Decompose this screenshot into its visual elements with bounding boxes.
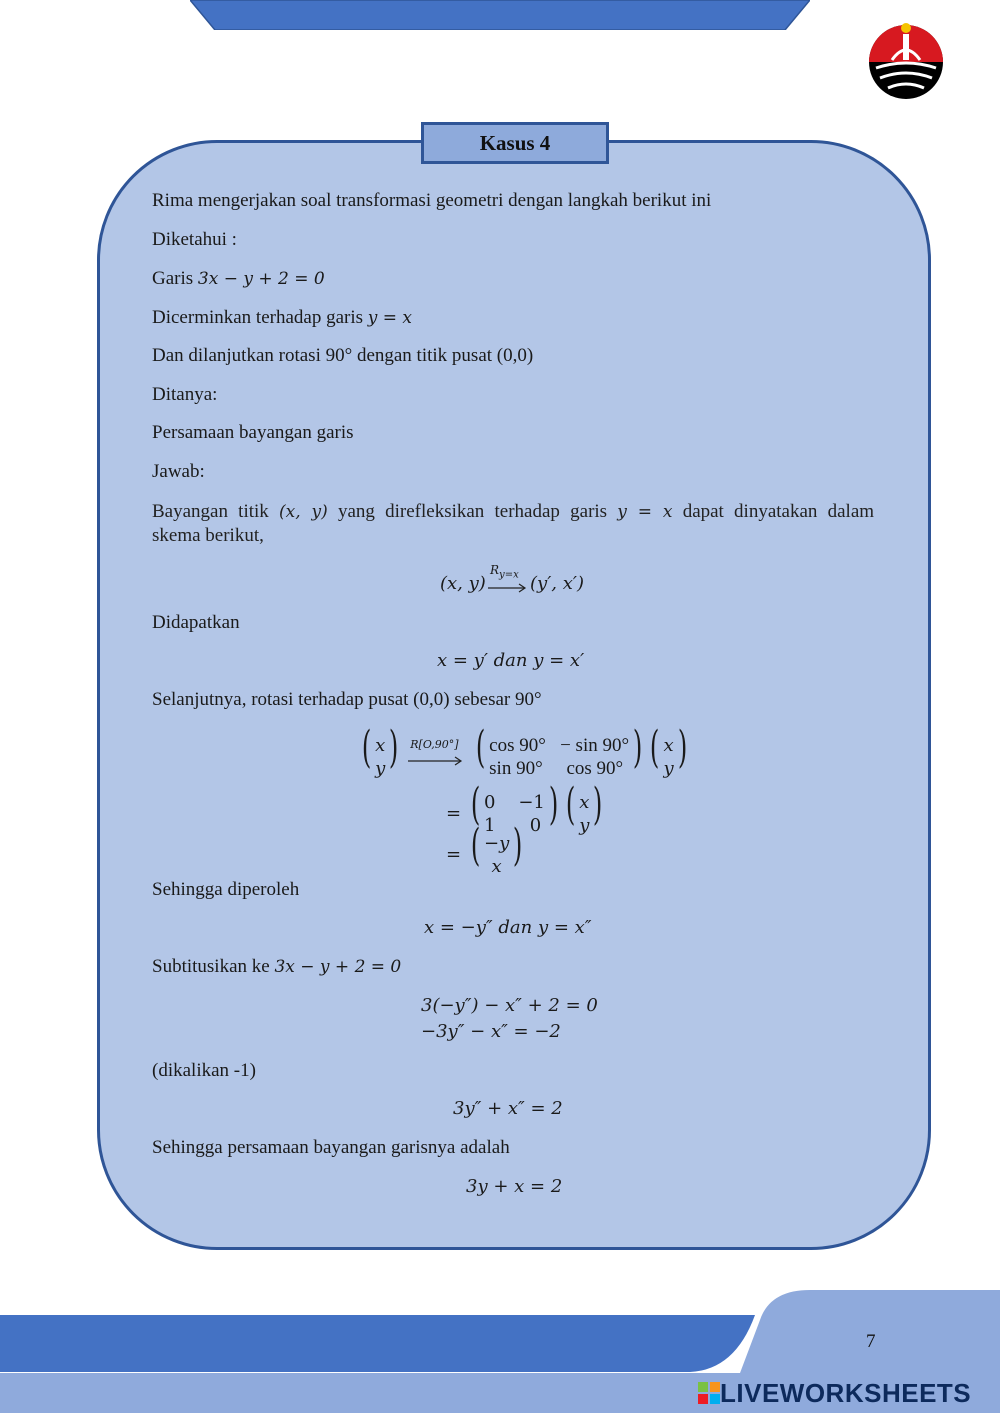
subst-equation: 3x − y + 2 = 0: [274, 957, 402, 977]
multiply-note: (dikalikan -1): [152, 1060, 256, 1081]
subst-line: [152, 956, 401, 978]
reflect-given: [152, 307, 412, 329]
brand-logo-icon: [698, 1382, 720, 1404]
rotation-line-1: ( x y) R[O,90°] ( cos 90° − sin 90° sin 90° cos 90° ) ( x y): [361, 722, 687, 779]
university-logo: [866, 20, 946, 100]
intro-text: Rima mengerjakan soal transformasi geometri dengan langkah berikut ini: [152, 190, 712, 211]
line-label: Garis: [152, 268, 194, 289]
known-label: Diketahui :: [152, 229, 237, 250]
final-label: Sehingga persamaan bayangan garisnya adalah: [152, 1137, 510, 1158]
reflection-paragraph: [152, 500, 874, 524]
step-1: 3(−y″) − x″ + 2 = 0: [421, 995, 598, 1016]
case-title: Kasus 4: [421, 122, 609, 164]
rotation-line-2: = ( 0 −1 1 0 ) ( x y): [446, 779, 603, 836]
reflection-scheme: [440, 563, 600, 599]
para-part-b: yang direfleksikan terhadap garis: [337, 501, 608, 522]
reflect-equation: y = x: [367, 308, 413, 328]
obtained-label: Didapatkan: [152, 612, 240, 633]
scheme-arrow-label: $R_{y=x}$: [490, 563, 519, 581]
rotation-arrow: R[O,90°]: [408, 742, 466, 772]
line-equation: 3x − y + 2 = 0: [197, 269, 325, 289]
rotation-line-3: = ( −y x ): [446, 820, 523, 877]
asked-text: Persamaan bayangan garis: [152, 422, 354, 443]
page-number: 7: [866, 1331, 876, 1352]
arrow-icon: [488, 583, 528, 593]
scheme-right: (y′, x′): [530, 573, 584, 594]
para-part-d: skema berikut,: [152, 525, 264, 546]
step-3: 3y″ + x″ = 2: [453, 1098, 563, 1119]
header-bar: [190, 0, 810, 30]
reflect-label: Dicerminkan terhadap garis: [152, 307, 364, 328]
next-text: Selanjutnya, rotasi terhadap pusat (0,0) sebesar 90°: [152, 689, 542, 710]
brand-watermark: LIVEWORKSHEETS: [698, 1378, 971, 1409]
asked-label: Ditanya:: [152, 384, 218, 405]
scheme-left: (x, y): [440, 573, 486, 594]
step-2: −3y″ − x″ = −2: [421, 1021, 561, 1042]
para-point: (x, y): [279, 502, 328, 522]
subst-label: Subtitusikan ke: [152, 956, 270, 977]
thus-equation: x = −y″ dan y = x″: [424, 917, 592, 938]
thus-label: Sehingga diperoleh: [152, 879, 300, 900]
obtained-equation: x = y′ dan y = x′: [437, 650, 585, 671]
line-given: [152, 268, 325, 290]
arrow-icon: [408, 756, 464, 766]
rotation-text: Dan dilanjutkan rotasi 90° dengan titik pusat (0,0): [152, 345, 534, 366]
answer-label: Jawab:: [152, 461, 205, 482]
para-line: y = x: [617, 502, 673, 522]
para-part-a: Bayangan titik: [152, 501, 269, 522]
para-part-c: dapat dinyatakan dalam: [682, 501, 875, 522]
final-equation: 3y + x = 2: [466, 1176, 563, 1197]
